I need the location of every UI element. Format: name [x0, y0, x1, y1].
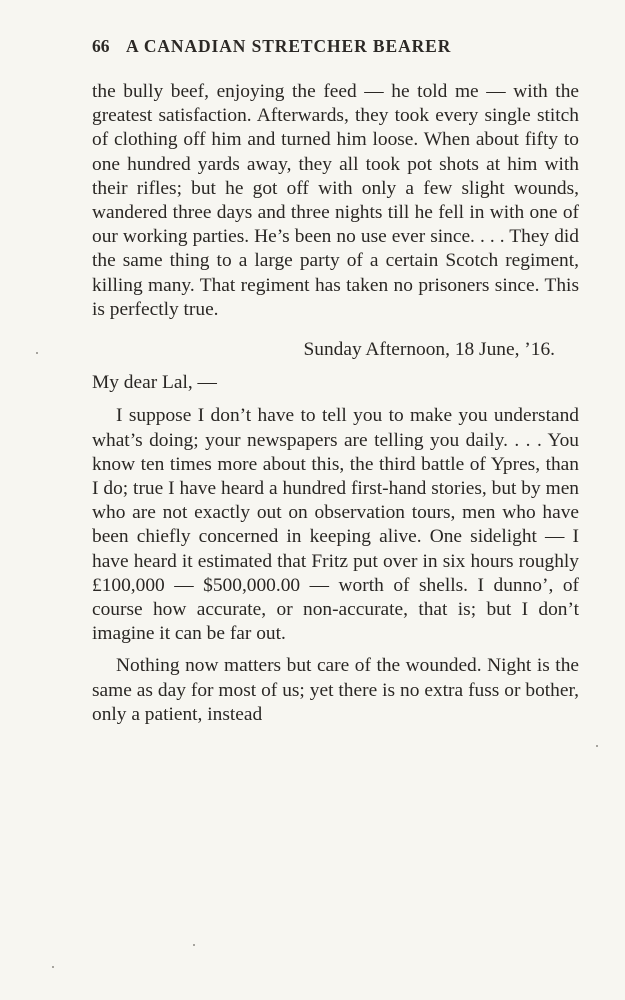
paper-speck — [193, 944, 195, 946]
paragraph: Nothing now matters but care of the wounded. Night is the same as day for most of us; yet there is no extra fuss or bother, only a patient, instead — [92, 655, 579, 725]
paper-speck — [52, 966, 54, 968]
paragraph-continued: the bully beef, enjoying the feed — he told me — with the greatest satisfaction. Afterwards, they took every single stitch of clothing off him and turned him loose. When about fifty to one hundred yards away, they all took pot shots at him with their rifles; but he got off with only a few slight wounds, wandered three days and three nights till he fell in with one of our working parties. He’s been no use ever since. . . . They did the same thing to a large party of a certain Scotch regiment, killing many. That regiment has taken no prisoners since. This is perfectly true. — [92, 81, 579, 320]
paragraph: I suppose I don’t have to tell you to make you understand what’s doing; your newspapers are telling you daily. . . . You know ten times more about this, the third battle of Ypres, than I do; true I have heard a hundred first-hand stories, but by men who are not exactly out on observation tours, men who have been chiefly concerned in keeping alive. One sidelight — I have heard it estimated that Fritz put over in six hours roughly £100,000 — $500,000.00 — worth of shells. I dunno’, of course how accurate, or non-accurate, that is; but I don’t imagine it can be far out. — [92, 405, 579, 645]
running-title: A CANADIAN STRETCHER BEARER — [126, 36, 452, 56]
letter-dateline: Sunday Afternoon, 18 June, ’16. — [303, 339, 555, 361]
running-header — [92, 36, 579, 62]
paper-speck — [596, 745, 598, 747]
paper-speck — [36, 352, 38, 354]
page-number: 66 — [92, 36, 110, 56]
book-page — [92, 36, 579, 727]
letter-salutation: My dear Lal, — — [92, 372, 217, 394]
body-text — [92, 80, 579, 727]
